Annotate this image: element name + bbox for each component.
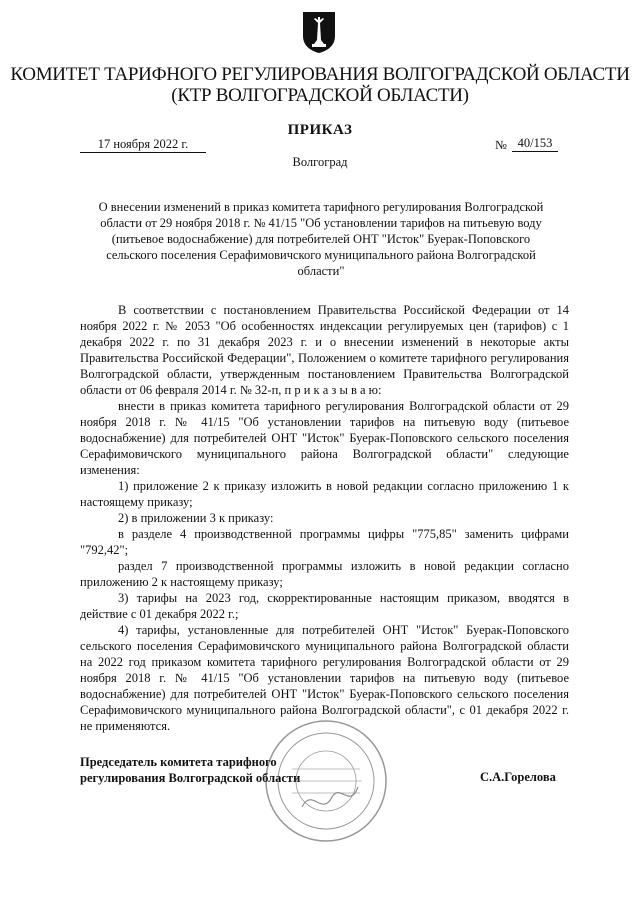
signatory-position-line1: Председатель комитета тарифного (80, 755, 277, 769)
body-paragraph: в разделе 4 производственной программы цифры "775,85" заменить цифрами "792,42"; (80, 527, 569, 557)
organization-short-name: (КТР ВОЛГОГРАДСКОЙ ОБЛАСТИ) (171, 85, 469, 106)
body-paragraph: 1) приложение 2 к приказу изложить в новой редакции согласно приложению 1 к настоящему приказу; (80, 479, 569, 509)
document-body (80, 302, 569, 734)
signatory-position-line2: регулирования Волгоградской области (80, 771, 301, 785)
document-city: Волгоград (292, 155, 348, 169)
document-date: 17 ноября 2022 г. (80, 137, 206, 153)
body-paragraph: внести в приказ комитета тарифного регулирования Волгоградской области от 29 ноября 2018 г. № 41/15 "Об установлении тарифов на питьевую воду (питьевое водоснабжение) для потребителей ОНТ "Исток" Буерак-Поповского сельского поселения Серафимовичского муниципального района Волгоградской области" следующие изменения: (80, 399, 569, 477)
signatory-name: С.А.Горелова (480, 770, 556, 784)
official-stamp-icon (262, 717, 390, 845)
document-number: 40/153 (512, 136, 558, 152)
number-label: № (495, 138, 507, 152)
body-paragraph: В соответствии с постановлением Правительства Российской Федерации от 14 ноября 2022 г. № 2053 "Об особенностях индексации регулируемых цен (тарифов) с 1 декабря 2022 г. по 31 декабря 2023 г. и о внесении изменений в некоторые акты Правительства Российской Федерации", Положением о комитете тарифного регулирования Волгоградской области, утвержденным постановлением Правительства Волгоградской области от 06 февраля 2014 г. № 32-п, п р и к а з ы в а ю: (80, 303, 569, 397)
body-paragraph: 2) в приложении 3 к приказу: (118, 511, 274, 525)
document-type: ПРИКАЗ (287, 122, 353, 138)
organization-name: КОМИТЕТ ТАРИФНОГО РЕГУЛИРОВАНИЯ ВОЛГОГРАДСКОЙ ОБЛАСТИ (10, 64, 630, 85)
document-subject: О внесении изменений в приказ комитета тарифного регулирования Волгоградской области от 29 ноября 2018 г. № 41/15 "Об установлении тарифов на питьевую воду (питьевое водоснабжение) для потребителей ОНТ "Исток" Буерак-Поповского сельского поселения Серафимовичского муниципального района Волгоградской области" (98, 200, 544, 278)
body-paragraph: 4) тарифы, установленные для потребителей ОНТ "Исток" Буерак-Поповского сельского поселения Серафимовичского муниципального района Волгоградской области на 2022 год приказом комитета тарифного регулирования Волгоградской области от 29 ноября 2018 г. № 41/15 "Об установлении тарифов на питьевую воду (питьевое водоснабжение) для потребителей ОНТ "Исток" Буерак-Поповского сельского поселения Серафимовичского муниципального района Волгоградской области", с 01 декабря 2022 г. не применяются. (80, 623, 569, 733)
body-paragraph: раздел 7 производственной программы изложить в новой редакции согласно приложению 2 к настоящему приказу; (80, 559, 569, 589)
body-paragraph: 3) тарифы на 2023 год, скорректированные настоящим приказом, вводятся в действие с 01 декабря 2022 г.; (80, 591, 569, 621)
coat-of-arms-icon (301, 10, 337, 54)
